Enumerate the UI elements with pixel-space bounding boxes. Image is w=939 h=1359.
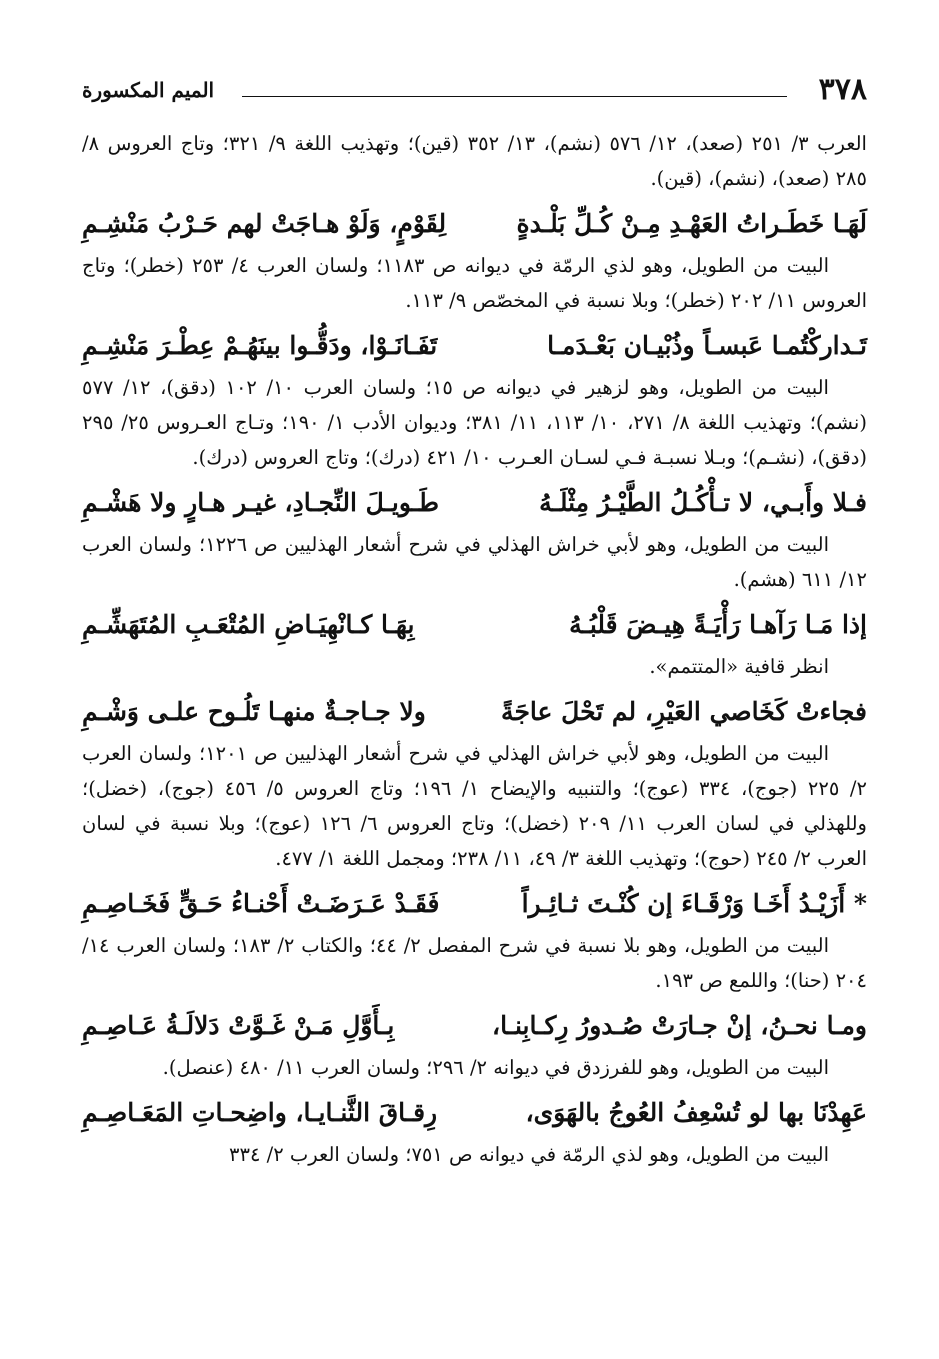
page-number: ٣٧٨ [818,72,867,107]
verse-first-hemistich: فـلا وأَبـي، لا تـأْكُـلُ الطَّيْـرُ مِثْلَـهُ [539,488,867,517]
verse-commentary: البيت من الطويل، وهو بلا نسبة في شرح المفصل ٢/ ٤٤؛ والكتاب ٢/ ١٨٣؛ ولسان العرب ١٤/ ٢٠٤ (حنا)؛ واللمع ص ١٩٣. [82,934,867,992]
verse-second-hemistich: طَـويـلَ النِّجـادِ، غيـر هـارٍ ولا هَشْـمِ [82,488,439,517]
verse-first-hemistich: لَهَـا خَطَـراتُ العَهْـدِ مِـنْ كُـلِّ بَلْـدةٍ [516,209,867,238]
header-rule [242,96,787,97]
verse-commentary: البيت من الطويل، وهو لزهير في ديوانه ص ١٥؛ ولسان العرب ١٠/ ١٠٢ (دقق)، ١٢/ ٥٧٧ (نشم)؛ وتهذيب اللغة ٨/ ٢٧١، ١٠/ ١١٣، ١١/ ٣٨١؛ وديوان الأدب ١/ ١٩٠؛ وتـاج العـروس ٢٥/ ٢٩٥ (دقق)، (نشـم)؛ وبـلا نسبـة فـي لسـان العـرب ١٠/ ٤٢١ (درك)؛ وتاج العروس (درك). [82,376,867,469]
verse-first-hemistich: إذا مَـا رَآهـا رَأْيَـةً هِيـضَ قَلْبُـهُ [569,610,867,639]
verse-second-hemistich: تَفَـانَـوْا، ودَقُّـوا بينَهُـمْ عِطْـرَ مَنْشِـمِ [82,331,438,360]
page-content [82,126,867,1172]
verse-second-hemistich: رِقـاقَ الثَّنـايـا، واضِحـاتِ المَعَـاصِـمِ [82,1098,438,1127]
intro-text: العرب ٣/ ٢٥١ (صعد)، ١٢/ ٥٧٦ (نشم)، ١٣/ ٣٥٢ (قين)؛ وتهذيب اللغة ٩/ ٣٢١؛ وتاج العروس ٨/ ٢٨٥ (صعد)، (نشم)، (قين). [82,132,867,190]
running-title: الميم المكسورة [82,78,215,102]
verse-commentary: البيت من الطويل، وهو لذي الرمّة في ديوانه ص ١١٨٣؛ ولسان العرب ٤/ ٢٥٣ (خطر)؛ وتاج العروس ١١/ ٢٠٢ (خطر)؛ وبلا نسبة في المخصّص ٩/ ١١٣. [82,254,867,312]
document-page [82,70,867,1339]
verse-second-hemistich: بِـأَوَّلِ مَـنْ غَـوَّتْ دَلالَـةُ عَـاصِـمِ [82,1011,395,1040]
page-header [82,70,867,110]
verse-commentary: البيت من الطويل، وهو لأبي خراش الهذلي في شرح أشعار الهذليين ص ١٢٠١؛ ولسان العرب ٢/ ٢٢٥ (جوج)، ٣٣٤ (عوج)؛ والتنبيه والإيضاح ١/ ١٩٦؛ وتاج العروس ٥/ ٤٥٦ (جوج)، (خضل)؛ وللهذلي في لسان العرب ١١/ ٢٠٩ (خضل)؛ وتاج العروس ٦/ ١٢٦ (عوج)؛ وبلا نسبة في لسان العرب ٢/ ٢٤٥ (حوج)؛ وتهذيب اللغة ٣/ ٤٩، ١١/ ٢٣٨؛ ومجمل اللغة ١/ ٤٧٧. [82,742,867,870]
entries-list [82,201,867,1172]
verse-line [82,201,867,247]
verse-line [82,1003,867,1049]
verse-line [82,1090,867,1136]
verse-line [82,480,867,526]
verse-line [82,602,867,648]
verse-line [82,689,867,735]
verse-second-hemistich: بِهَـا كـانْهِيَـاضِ المُتْعَـبِ المُتَهَشِّـمِ [82,610,415,639]
verse-line [82,323,867,369]
verse-first-hemistich: ومـا نحـنُ، إنْ جـارَتْ صُـدورُ رِكـابِنـا، [492,1011,867,1040]
verse-commentary: البيت من الطويل، وهو للفرزدق في ديوانه ٢/ ٢٩٦؛ ولسان العرب ١١/ ٤٨٠ (عنصل). [162,1056,829,1079]
verse-first-hemistich: تَـداركْتُمـا عَبسـاً وذُبْيـان بَعْـدَمـا [547,331,867,360]
verse-first-hemistich: * أَزَيْـدُ أَخَـا وَرْقَـاءَ إن كُنْـتَ ثـائِـراً [521,889,867,918]
verse-second-hemistich: فَقَـدْ عَـرَضَـتْ أَحْنـاءُ حَـقٍّ فَخَـاصِـمِ [82,889,440,918]
verse-commentary: البيت من الطويل، وهو لأبي خراش الهذلي في شرح أشعار الهذليين ص ١٢٢٦؛ ولسان العرب ١٢/ ٦١١ (هشم). [82,533,867,591]
verse-commentary: البيت من الطويل، وهو لذي الرمّة في ديوانه ص ٧٥١؛ ولسان العرب ٢/ ٣٣٤ [229,1143,829,1166]
verse-second-hemistich: ولا جـاجـةٌ منهـا تَلُـوح علـى وَشْـمِ [82,697,426,726]
verse-line [82,881,867,927]
verse-second-hemistich: لِقَوْمٍ، وَلَوْ هـاجَتْ لهم حَـرْبُ مَنْشِـمِ [82,209,447,238]
verse-first-hemistich: عَهِدْنَا بها لو تُسْعِفُ العُوجُ بالهَوَى، [525,1098,867,1127]
verse-commentary: انظر قافية «المتتمم». [649,655,829,678]
verse-first-hemistich: فجاءتْ كَخَاصي العَيْرِ، لم تَحْلَ عاجَةً [501,697,867,726]
